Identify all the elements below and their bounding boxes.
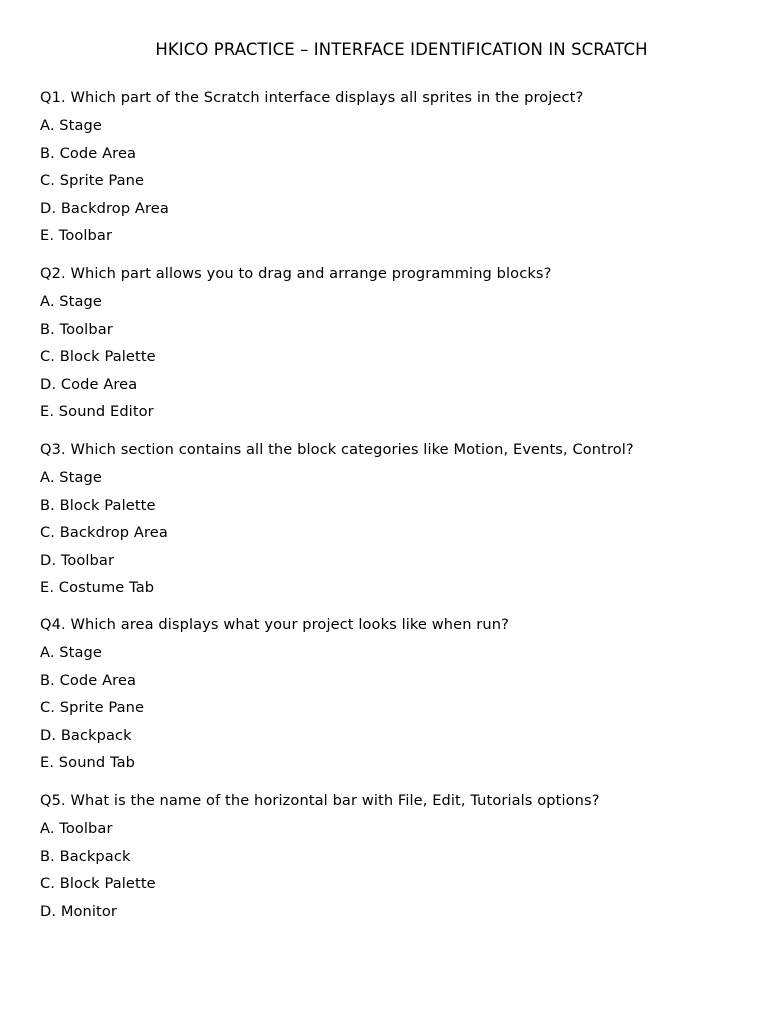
answer-option: C. Backdrop Area — [40, 524, 168, 541]
answer-option: A. Stage — [40, 644, 102, 661]
question-block-2 — [40, 264, 740, 430]
answer-option: C. Block Palette — [40, 875, 156, 892]
question-text: Q1. Which part of the Scratch interface displays all sprites in the project? — [40, 89, 584, 106]
answer-option: B. Code Area — [40, 671, 137, 689]
question-block-3 — [40, 440, 740, 606]
answer-option: C. Sprite Pane — [40, 699, 145, 716]
answer-option: D. Backdrop Area — [40, 199, 169, 217]
answer-option: E. Sound Editor — [40, 403, 154, 420]
page-title: HKICO PRACTICE – INTERFACE IDENTIFICATION IN SCRATCH — [155, 40, 648, 59]
answer-option: D. Code Area — [40, 375, 138, 393]
question-text: Q2. Which part allows you to drag and arrange programming blocks? — [40, 265, 552, 282]
answer-option: A. Stage — [40, 117, 102, 134]
answer-option: E. Costume Tab — [40, 579, 155, 596]
answer-option: B. Code Area — [40, 144, 137, 162]
answer-option: B. Block Palette — [40, 496, 156, 514]
answer-option: E. Toolbar — [40, 227, 113, 244]
answer-option: A. Stage — [40, 293, 102, 310]
answer-option: A. Stage — [40, 469, 102, 486]
question-block-1 — [40, 88, 740, 254]
answer-option: D. Backpack — [40, 726, 132, 744]
question-block-4 — [40, 615, 740, 781]
answer-option: B. Backpack — [40, 847, 131, 865]
question-text: Q3. Which section contains all the block categories like Motion, Events, Control? — [40, 441, 634, 458]
answer-option: D. Monitor — [40, 902, 117, 920]
question-block-5 — [40, 791, 740, 929]
question-text: Q5. What is the name of the horizontal bar with File, Edit, Tutorials options? — [40, 792, 600, 809]
answer-option: B. Toolbar — [40, 320, 113, 338]
answer-option: C. Block Palette — [40, 348, 156, 365]
question-text: Q4. Which area displays what your project looks like when run? — [40, 616, 509, 633]
answer-option: D. Toolbar — [40, 551, 115, 569]
answer-option: E. Sound Tab — [40, 754, 135, 771]
answer-option: C. Sprite Pane — [40, 172, 145, 189]
answer-option: A. Toolbar — [40, 820, 113, 837]
